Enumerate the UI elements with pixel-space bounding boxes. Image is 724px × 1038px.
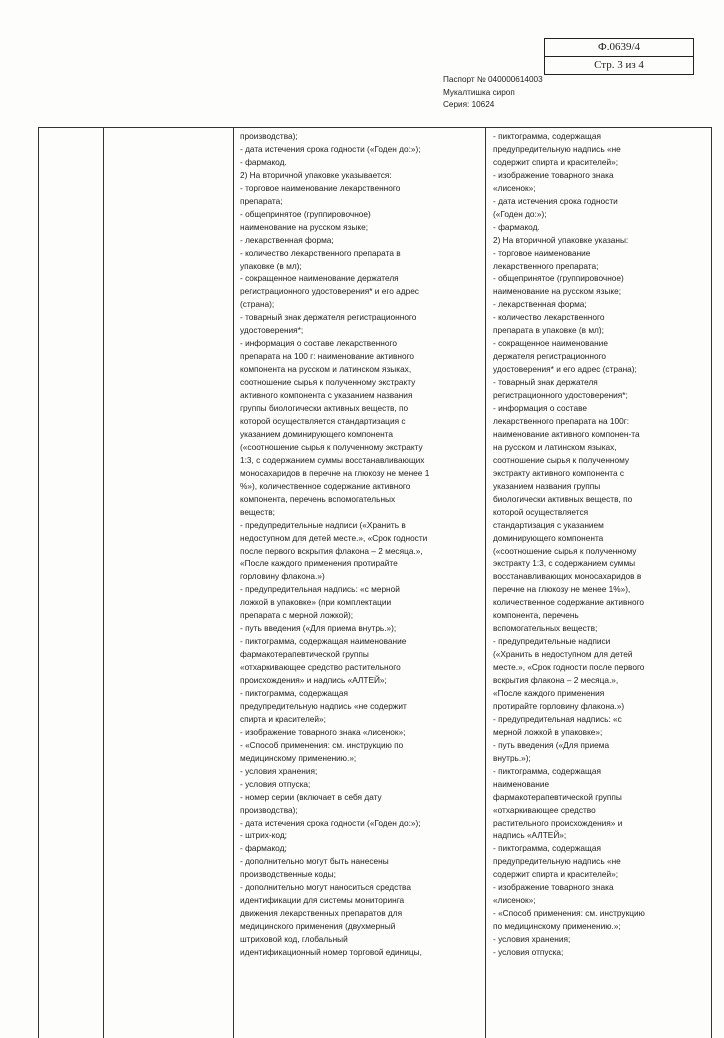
text-line: («соотношение сырья к полученному экстракту [240,441,423,452]
text-line: - пиктограмма, содержащая [240,687,348,698]
text-line: идентификационный номер торговой единицы, [240,947,422,958]
text-line: предупредительную надпись «не [493,143,621,154]
text-line: 2) На вторичной упаковке указаны: [493,234,629,245]
text-line: - количество лекарственного препарата в [240,247,401,258]
text-line: веществ; [240,506,275,517]
text-line: предупредительную надпись «не [493,856,621,867]
text-line: - торговое наименование лекарственного [240,182,401,193]
text-line: - информация о составе [493,403,588,414]
text-line: спирта и красителей»; [240,713,326,724]
text-line: препарата на 100 г: наименование активного [240,351,415,362]
text-line: наименование на русском языке; [240,221,369,232]
text-line: растительного происхождения» и [493,817,623,828]
text-line: указанием доминирующего компонента [240,428,394,439]
text-line: соотношение сырья к полученному экстракту [240,377,416,388]
text-line: - «Способ применения: см. инструкцию [493,908,645,919]
text-line: - информация о составе лекарственного [240,338,397,349]
text-line: удостоверения*; [240,325,304,336]
text-line: - изображение товарного знака [493,169,614,180]
text-line: («Годен до:»); [493,208,547,219]
text-line: - номер серии (включает в себя дату [240,791,382,802]
text-line: наименование активного компонен-та [493,428,640,439]
text-line: медицинскому применению.»; [240,752,357,763]
text-line: %»), количественное содержание активного [240,480,411,491]
text-line: недоступном для детей месте.», «Срок годности [240,532,428,543]
current-text-column [240,130,429,959]
text-line: мерной ложкой в упаковке»; [493,726,603,737]
text-line: - товарный знак держателя регистрационного [240,312,417,323]
text-line: производства); [240,131,298,141]
text-line: «После каждого применения протирайте [240,558,398,569]
text-line: «лисенок»; [493,182,536,193]
text-line: моносахаридов в перечне на глюкозу не менее 1 [240,467,430,478]
text-line: восстанавливающих моносахаридов в [493,571,642,582]
text-line: - «Способ применения: см. инструкцию по [240,739,404,750]
text-line: экстракту 1:3, с содержанием суммы [493,558,636,569]
text-line: - дата истечения срока годности («Годен до:»); [240,143,421,154]
text-line: горловину флакона.») [240,571,325,582]
text-line: препарата в упаковке (в мл); [493,325,604,336]
text-line: фармакотерапевтической группы [240,649,369,660]
series-number: Серия: 10624 [443,100,495,109]
text-line: - предупредительная надпись: «с [493,713,622,724]
column-divider [103,128,104,1038]
page-number: Стр. 3 из 4 [545,56,693,74]
text-line: месте.», «Срок годности после первого [493,662,645,673]
text-line: - фармакод. [493,221,540,232]
text-line: - пиктограмма, содержащая [493,843,601,854]
text-line: - фармакод. [240,156,287,167]
text-line: «отхаркивающее средство [493,804,596,815]
text-line: соотношение сырья к полученному [493,454,630,465]
text-line: медицинского применения (двухмерный [240,921,396,932]
text-line: идентификации для системы мониторинга [240,895,405,906]
text-line: - путь введения («Для приема [493,739,610,750]
text-line: «лисенок»; [493,895,536,906]
text-line: - сокращенное наименование держателя [240,273,399,284]
text-line: регистрационного удостоверения*; [493,390,628,401]
text-line: производственные коды; [240,869,336,880]
text-line: - сокращенное наименование [493,338,608,349]
text-line: - общепринятое (группировочное) [493,273,624,284]
text-line: - предупредительная надпись: «с мерной [240,584,400,595]
text-line: лекарственного препарата; [493,260,599,271]
text-line: держателя регистрационного [493,351,607,362]
text-line: вспомогательных веществ; [493,623,598,634]
text-line: по медицинскому применению.»; [493,921,621,932]
text-line: происхождения» и надпись «АЛТЕЙ»; [240,675,387,686]
text-line: - предупредительные надписи («Хранить в [240,519,406,530]
text-line: перечне на глюкозу не менее 1%»), [493,584,631,595]
text-line: - общепринятое (группировочное) [240,208,371,219]
text-line: - дополнительно могут наноситься средства [240,882,411,893]
text-line: 2) На вторичной упаковке указывается: [240,169,392,180]
column-divider [233,128,234,1038]
text-line: которой осуществляется [493,506,589,517]
column-divider [485,128,486,1038]
text-line: содержит спирта и красителей»; [493,156,619,167]
text-line: - фармакод; [240,843,287,854]
content-table [38,127,712,1038]
text-line: содержит спирта и красителей»; [493,869,619,880]
passport-number: Паспорт № 040000614003 [443,75,543,84]
text-line: - дополнительно могут быть нанесены [240,856,389,867]
text-line: - лекарственная форма; [240,234,334,245]
text-line: после первого вскрытия флакона – 2 месяца.», [240,545,423,556]
text-line: на русском и латинском языках, [493,441,617,452]
text-line: ложкой в упаковке» (при комплектации [240,597,392,608]
form-code-box [544,38,694,75]
text-line: производства); [240,804,298,815]
text-line: движения лекарственных препаратов для [240,908,403,919]
passport-info [443,74,543,112]
text-line: «отхаркивающее средство растительного [240,662,401,673]
text-line: количественное содержание активного [493,597,645,608]
text-line: внутрь.»); [493,752,531,763]
revised-text-column [493,130,645,959]
text-line: биологически активных веществ, по [493,493,633,504]
text-line: компонента, перечень вспомогательных [240,493,396,504]
text-line: активного компонента с указанием названия [240,390,413,401]
text-line: - условия хранения; [493,934,571,945]
text-line: - пиктограмма, содержащая наименование [240,636,407,647]
text-line: вскрытия флакона – 2 месяца.», [493,675,619,686]
text-line: - дата истечения срока годности [493,195,618,206]
text-line: наименование [493,778,550,789]
text-line: - лекарственная форма; [493,299,587,310]
text-line: штриховой код, глобальный [240,934,348,945]
text-line: препарата с мерной ложкой); [240,610,354,621]
text-line: стандартизация с указанием [493,519,604,530]
text-line: лекарственного препарата на 100г: [493,415,630,426]
text-line: - условия отпуска; [240,778,311,789]
text-line: - количество лекарственного [493,312,605,323]
text-line: - штрих-код; [240,830,287,841]
text-line: - торговое наименование [493,247,591,258]
text-line: регистрационного удостоверения* и его адрес [240,286,419,297]
text-line: 1:3, с содержанием суммы восстанавливающих [240,454,425,465]
form-code: Ф.0639/4 [598,41,640,53]
text-line: группы биологически активных веществ, по [240,403,409,414]
text-line: компонента, перечень [493,610,579,621]
text-line: - условия хранения; [240,765,318,776]
text-line: - условия отпуска; [493,947,564,958]
text-line: («соотношение сырья к полученному [493,545,637,556]
text-line: предупредительную надпись «не содержит [240,700,407,711]
text-line: - дата истечения срока годности («Годен до:»); [240,817,421,828]
text-line: удостоверения* и его адрес (страна); [493,364,637,375]
text-line: - изображение товарного знака «лисенок»; [240,726,406,737]
product-name: Мукалтишка сироп [443,87,515,97]
text-line: доминирующего компонента [493,532,604,543]
text-line: которой осуществляется стандартизация с [240,415,406,426]
text-line: упаковке (в мл); [240,260,302,271]
text-line: («Хранить в недоступном для детей [493,649,633,660]
text-line: - товарный знак держателя [493,377,598,388]
text-line: (страна); [240,299,275,310]
text-line: - пиктограмма, содержащая [493,765,601,776]
text-line: наименование на русском языке; [493,286,622,297]
text-line: надпись «АЛТЕЙ»; [493,830,567,841]
text-line: препарата; [240,195,283,206]
text-line: фармакотерапевтической группы [493,791,622,802]
text-line: протирайте горловину флакона.») [493,700,625,711]
text-line: - изображение товарного знака [493,882,614,893]
text-line: «После каждого применения [493,687,605,698]
text-line: - пиктограмма, содержащая [493,131,601,141]
text-line: компонента на русском и латинском языках, [240,364,412,375]
text-line: - путь введения («Для приема внутрь.»); [240,623,397,634]
text-line: - предупредительные надписи [493,636,611,647]
text-line: указанием названия группы [493,480,601,491]
text-line: экстракту активного компонента с [493,467,625,478]
